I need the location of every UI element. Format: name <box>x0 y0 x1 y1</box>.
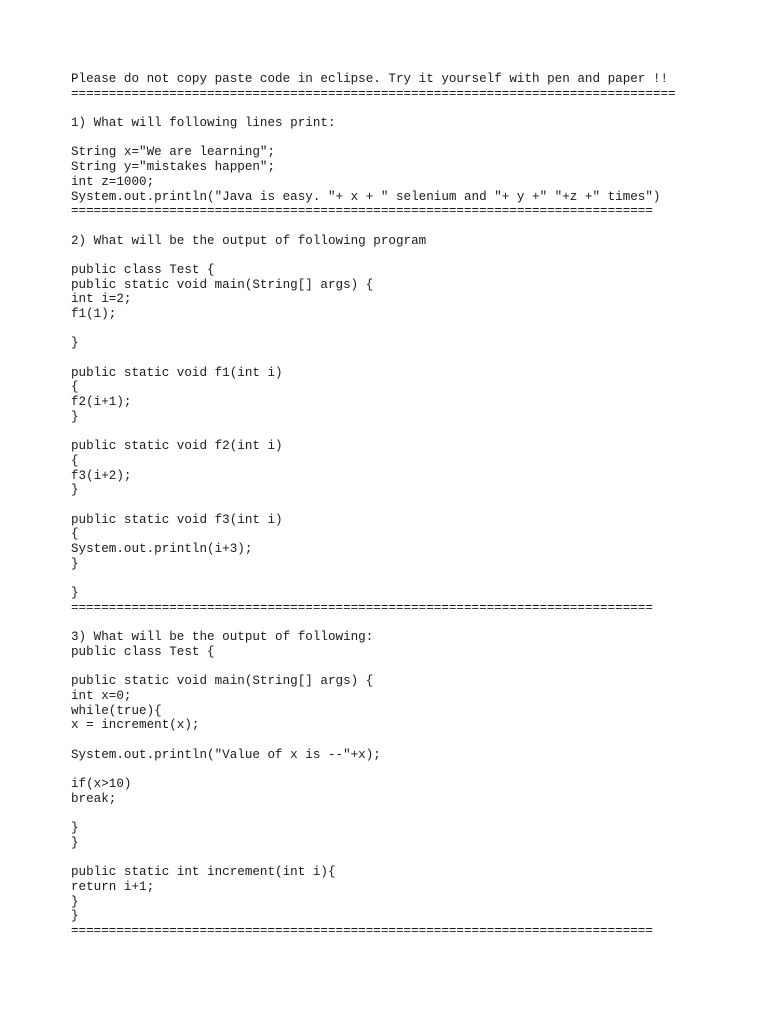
blank-line <box>71 850 751 865</box>
blank-line <box>71 762 751 777</box>
blank-line <box>71 660 751 675</box>
question-3-heading: 3) What will be the output of following: <box>71 630 374 645</box>
blank-line <box>71 615 751 630</box>
code-line: public static void f2(int i) <box>71 439 283 454</box>
separator-line: ================================================================================ <box>71 86 676 101</box>
blank-line <box>71 322 751 337</box>
code-line: break; <box>71 791 117 806</box>
code-line: f3(i+2); <box>71 468 132 483</box>
code-line: public static void f1(int i) <box>71 365 283 380</box>
code-line: int z=1000; <box>71 174 155 189</box>
code-line: public class Test { <box>71 644 215 659</box>
code-line: x = increment(x); <box>71 718 200 733</box>
question-1-heading: 1) What will following lines print: <box>71 116 336 131</box>
code-line: } <box>71 336 79 351</box>
blank-line <box>71 131 751 146</box>
blank-line <box>71 219 751 234</box>
code-line: } <box>71 821 79 836</box>
code-line: public static void main(String[] args) { <box>71 674 374 689</box>
blank-line <box>71 351 751 366</box>
code-line: System.out.println(i+3); <box>71 542 253 556</box>
question-2-heading: 2) What will be the output of following program <box>71 233 427 248</box>
blank-line <box>71 806 751 821</box>
code-line: public static void main(String[] args) { <box>71 277 374 292</box>
code-line: } <box>71 483 79 498</box>
code-line: { <box>71 380 79 395</box>
code-line: } <box>71 556 79 571</box>
blank-line <box>71 101 751 116</box>
code-line: } <box>71 409 79 424</box>
blank-line <box>71 571 751 586</box>
code-line: f1(1); <box>71 307 117 321</box>
code-line: } <box>71 894 79 909</box>
code-line: { <box>71 527 79 542</box>
code-line: return i+1; <box>71 879 155 894</box>
separator-line: ============================================================================= <box>71 923 653 938</box>
code-line: while(true){ <box>71 703 162 718</box>
code-line: String y="mistakes happen"; <box>71 160 276 175</box>
code-line: if(x>10) <box>71 777 132 791</box>
separator-line: ============================================================================= <box>71 204 653 219</box>
code-line: int x=0; <box>71 688 132 703</box>
code-line: f2(i+1); <box>71 395 132 410</box>
code-line: String x="We are learning"; <box>71 145 276 160</box>
code-line: public static int increment(int i){ <box>71 865 336 880</box>
blank-line <box>71 248 751 263</box>
code-line: int i=2; <box>71 292 132 307</box>
code-line: System.out.println("Value of x is --"+x); <box>71 747 381 762</box>
blank-line <box>71 733 751 748</box>
code-line: public class Test { <box>71 262 215 277</box>
code-line: System.out.println("Java is easy. "+ x + " selenium and "+ y +" "+z +" times") <box>71 189 661 204</box>
separator-line: ============================================================================= <box>71 600 653 615</box>
code-line: } <box>71 835 79 850</box>
text-line: Please do not copy paste code in eclipse. Try it yourself with pen and paper !! <box>71 72 669 86</box>
code-line: public static void f3(int i) <box>71 512 283 527</box>
code-line: { <box>71 453 79 468</box>
code-line: } <box>71 586 79 601</box>
code-line: } <box>71 909 79 924</box>
document-page <box>71 72 751 939</box>
blank-line <box>71 425 751 440</box>
blank-line <box>71 498 751 513</box>
